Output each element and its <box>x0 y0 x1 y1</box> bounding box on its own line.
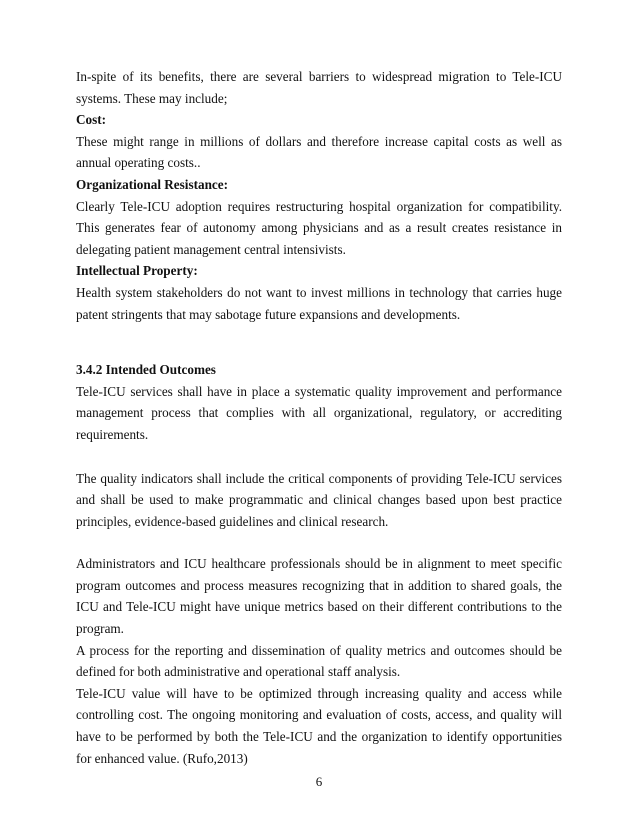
spacer <box>76 325 562 359</box>
intellectual-property-heading: Intellectual Property: <box>76 263 198 279</box>
intellectual-property-paragraph: Health system stakeholders do not want to invest millions in technology that carries huge patent stringents that may sabotage future expansions and developments. <box>76 284 562 322</box>
outcomes-paragraph-2: The quality indicators shall include the critical components of providing Tele-ICU services and shall be used to make programmatic and clinical changes based upon best practice principles, evidence-based guidelines and clinical research. <box>76 470 562 529</box>
section-heading-intended-outcomes: 3.4.2 Intended Outcomes <box>76 362 216 378</box>
cost-paragraph: These might range in millions of dollars and therefore increase capital costs as well as annual operating costs.. <box>76 133 562 171</box>
cost-heading: Cost: <box>76 112 107 128</box>
organizational-resistance-heading: Organizational Resistance: <box>76 176 229 192</box>
organizational-resistance-paragraph: Clearly Tele-ICU adoption requires restructuring hospital organization for compatibility. This generates fear of autonomy among physicians and as a result creates resistance in delegating patient management central intensivists. <box>76 198 562 257</box>
outcomes-paragraph-3: Administrators and ICU healthcare professionals should be in alignment to meet specific program outcomes and process measures recognizing that in addition to shared goals, the ICU and Tele-ICU might have unique metrics based on their different contributions to the program. <box>76 556 562 637</box>
barriers-intro-paragraph: In-spite of its benefits, there are several barriers to widespread migration to Tele-ICU systems. These may include; <box>76 69 562 106</box>
spacer <box>76 532 562 553</box>
outcomes-paragraph-5: Tele-ICU value will have to be optimized through increasing quality and access while controlling cost. The ongoing monitoring and evaluation of costs, access, and quality will have to be performed by both the Tele-ICU and the organization to identify opportunities for enhanced value. (Rufo,2013) <box>76 685 562 766</box>
outcomes-paragraph-4: A process for the reporting and dissemination of quality metrics and outcomes should be defined for both administrative and operational staff analysis. <box>76 642 562 680</box>
page-number: 6 <box>315 774 323 789</box>
outcomes-paragraph-1: Tele-ICU services shall have in place a systematic quality improvement and performance management process that complies with all organizational, regulatory, or accrediting requirements. <box>76 383 562 442</box>
spacer <box>76 446 562 468</box>
document-body <box>76 66 562 769</box>
